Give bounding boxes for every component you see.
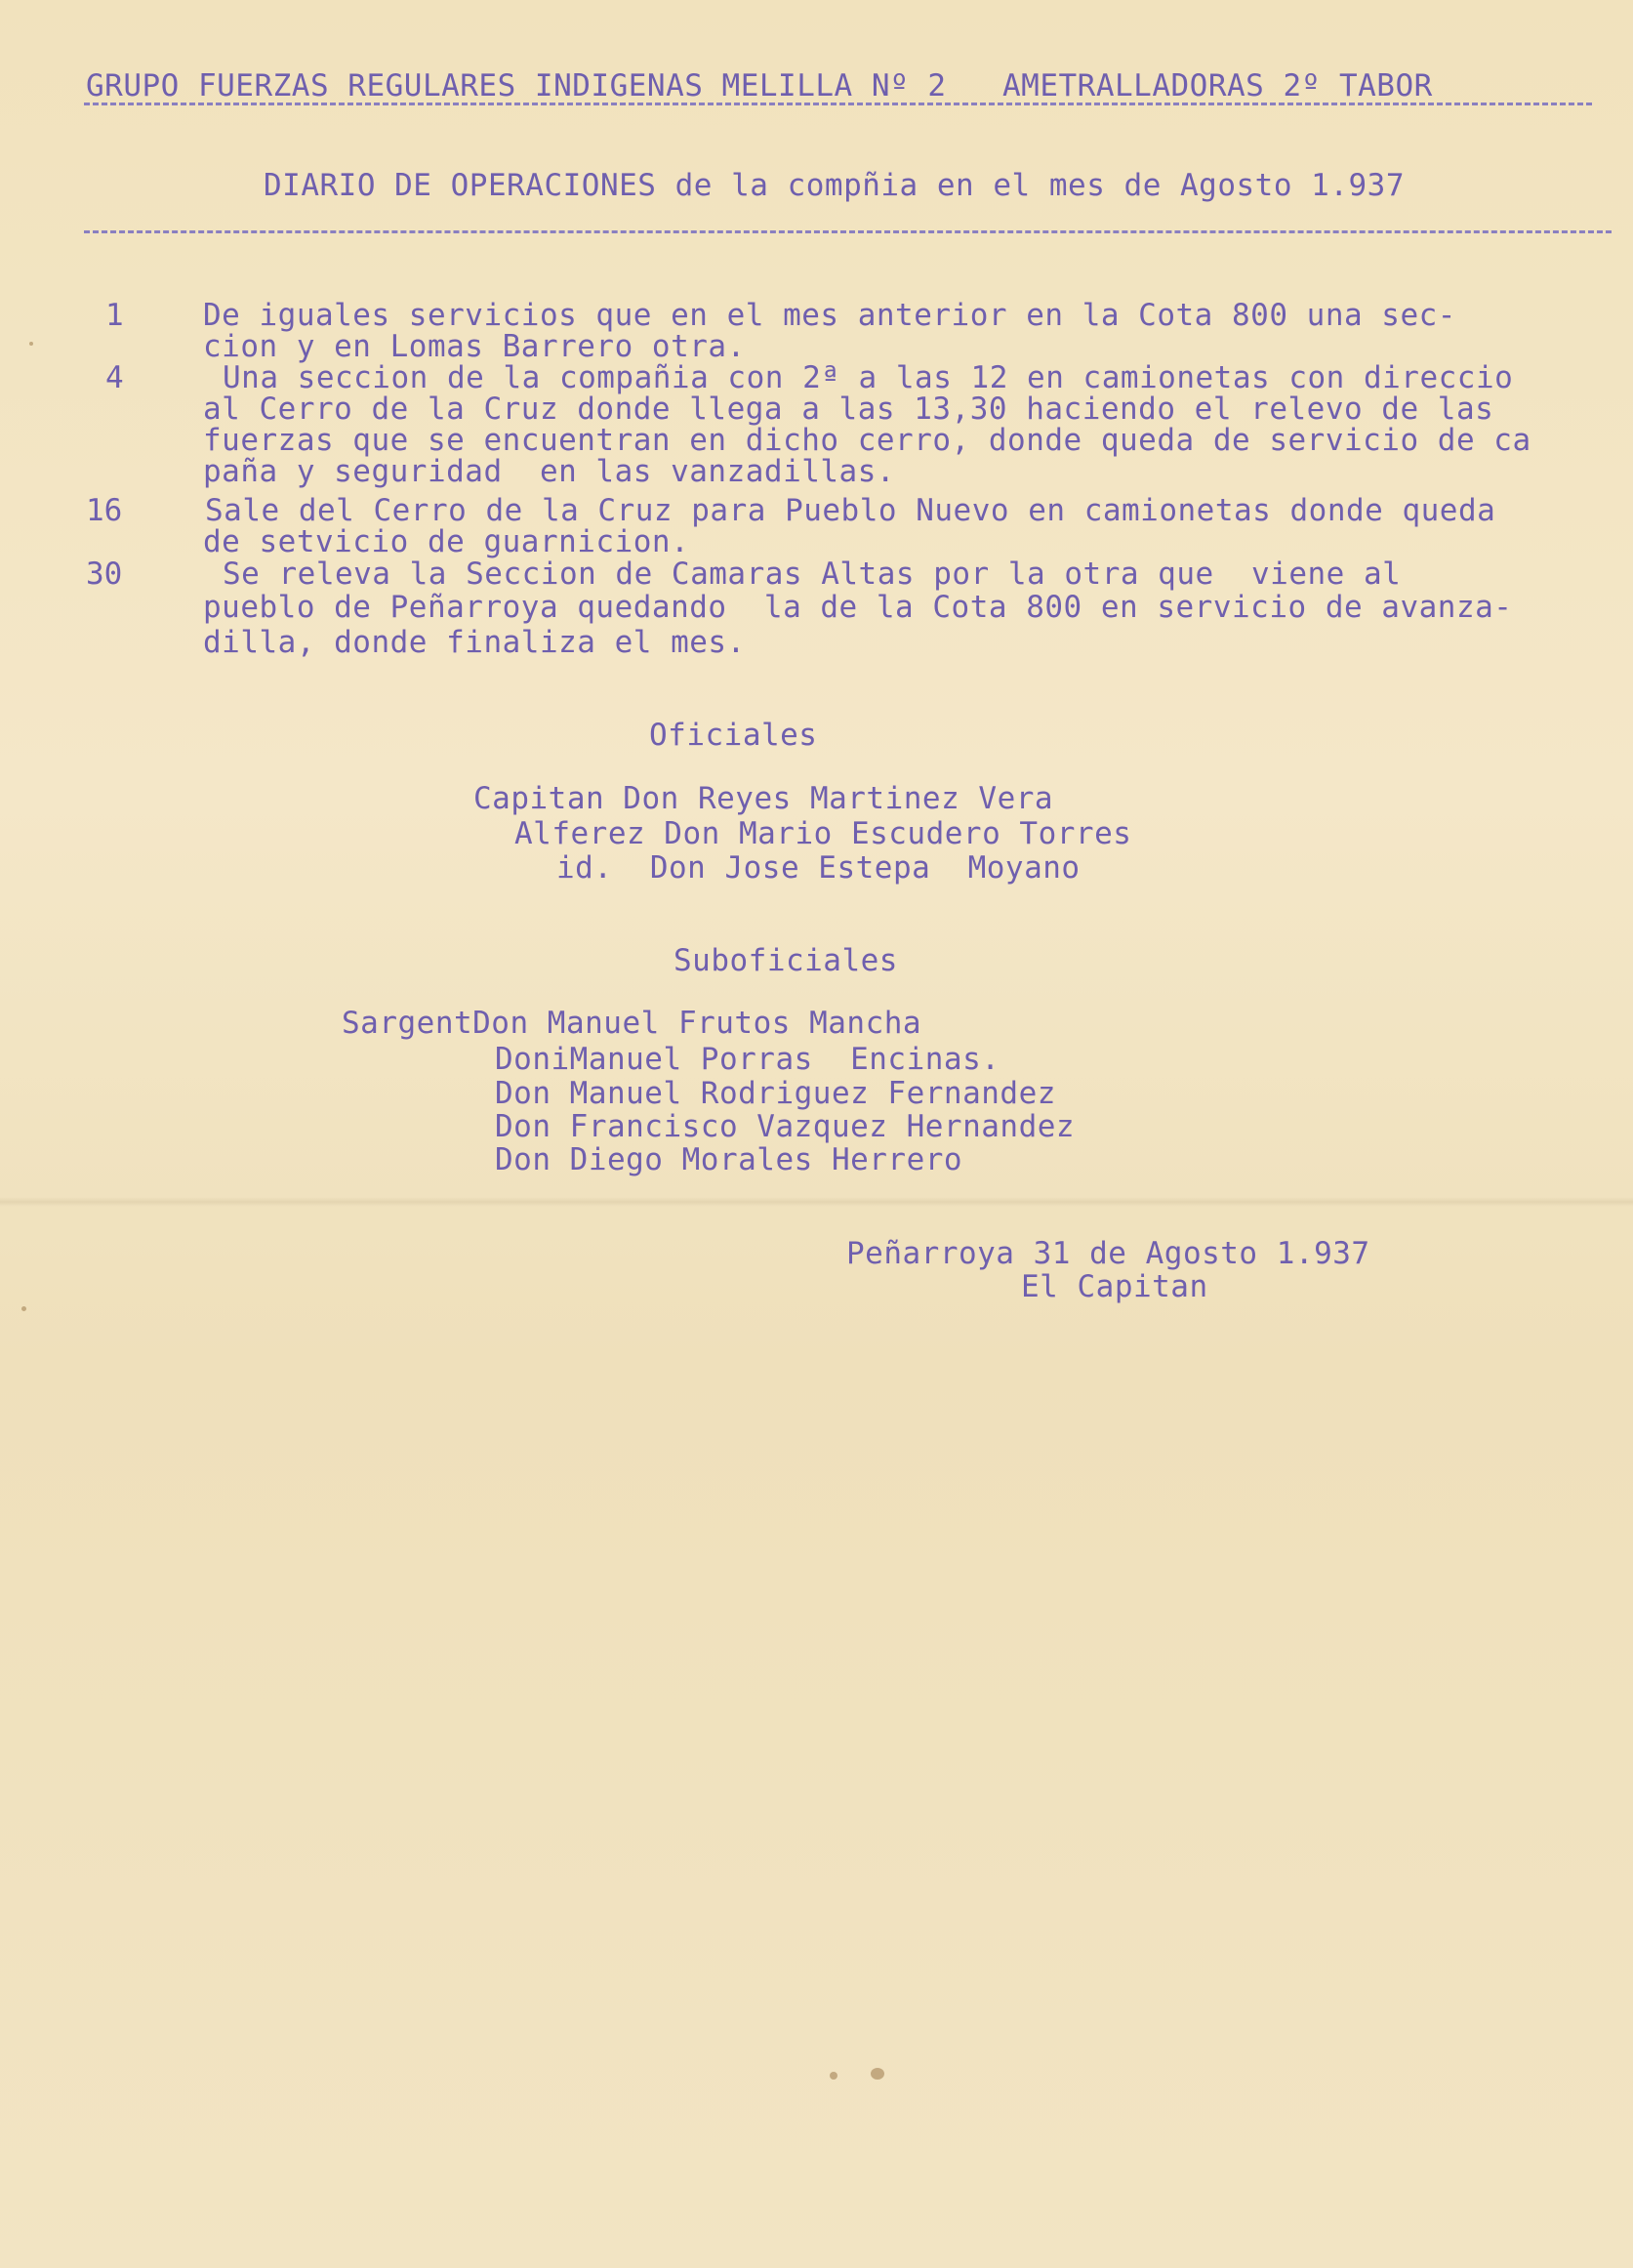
nco-name: Don Diego Morales Herrero (495, 1142, 963, 1177)
header-rule (84, 103, 1592, 105)
nco-name: SargentDon Manuel Frutos Mancha (342, 1006, 922, 1041)
officer-name: Alferez Don Mario Escudero Torres (514, 816, 1132, 851)
entry-day: 16 (86, 493, 123, 528)
nco-name: Don Francisco Vazquez Hernandez (495, 1109, 1076, 1144)
nco-name: DoniManuel Porras Encinas. (495, 1042, 1000, 1077)
officer-name: Capitan Don Reyes Martinez Vera (473, 781, 1054, 816)
unit-header: GRUPO FUERZAS REGULARES INDIGENAS MELILLA Nº 2 AMETRALLADORAS 2º TABOR (86, 68, 1433, 103)
paper-stain (21, 1306, 26, 1311)
signature-role: El Capitan (1021, 1269, 1208, 1304)
officers-heading: Oficiales (649, 718, 818, 753)
nco-heading: Suboficiales (674, 943, 898, 978)
officer-name: id. Don Jose Estepa Moyano (556, 850, 1081, 886)
entry-line: al Cerro de la Cruz donde llega a las 13,30 haciendo el relevo de las (203, 392, 1494, 427)
title-rule (84, 230, 1612, 233)
entry-line: Sale del Cerro de la Cruz para Pueblo Nuevo en camionetas donde queda (205, 493, 1496, 528)
paper-fold (0, 1197, 1633, 1207)
entry-line: fuerzas que se encuentran en dicho cerro, donde queda de servicio de ca (203, 423, 1531, 458)
entry-line: pueblo de Peñarroya quedando la de la Cota 800 en servicio de avanza- (203, 590, 1513, 625)
entry-line: paña y seguridad en las vanzadillas. (203, 454, 896, 489)
signature-place-date: Peñarroya 31 de Agosto 1.937 (846, 1236, 1370, 1271)
entry-line: de setvicio de guarnicion. (203, 524, 690, 559)
paper-stain (29, 342, 33, 346)
nco-name: Don Manuel Rodriguez Fernandez (495, 1076, 1056, 1111)
entry-line: dilla, donde finaliza el mes. (203, 625, 746, 660)
paper-stain (871, 2068, 884, 2080)
entry-line: De iguales servicios que en el mes anterior en la Cota 800 una sec- (203, 298, 1456, 333)
entry-day: 4 (105, 360, 124, 395)
entry-line: Una seccion de la compañia con 2ª a las 12 en camionetas con direccio (223, 360, 1514, 395)
entry-line: cion y en Lomas Barrero otra. (203, 329, 746, 364)
document-title: DIARIO DE OPERACIONES de la compñia en el mes de Agosto 1.937 (264, 168, 1405, 203)
entry-day: 30 (86, 557, 123, 592)
entry-day: 1 (105, 298, 124, 333)
paper-stain (830, 2072, 837, 2080)
entry-line: Se releva la Seccion de Camaras Altas por la otra que viene al (223, 557, 1402, 592)
